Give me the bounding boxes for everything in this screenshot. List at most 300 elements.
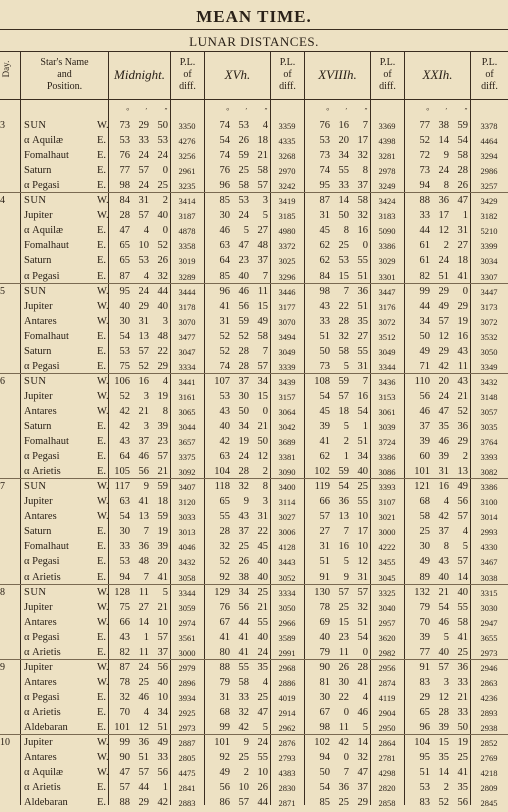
star-name: α Aquilæ xyxy=(24,135,64,147)
distance-value: 71 xyxy=(419,360,430,372)
distance-value: 30 xyxy=(238,390,249,402)
distance-value: 37 xyxy=(357,180,368,192)
proportional-log: 3439 xyxy=(278,376,296,387)
distance-value: 1 xyxy=(462,210,468,222)
distance-value: 61 xyxy=(419,240,430,252)
star-direction: W. xyxy=(97,285,109,297)
proportional-log: 3013 xyxy=(178,527,196,538)
distance-value: 87 xyxy=(119,661,130,673)
star-direction: W. xyxy=(97,661,109,673)
proportional-log: 2968 xyxy=(278,662,296,673)
distance-value: 25 xyxy=(338,797,349,809)
distance-value: 14 xyxy=(438,135,449,147)
distance-value: 58 xyxy=(357,195,368,207)
distance-value: 28 xyxy=(338,315,349,327)
proportional-log: 2991 xyxy=(278,647,296,658)
distance-value: 21 xyxy=(457,691,468,703)
distance-value: 80 xyxy=(219,646,230,658)
distance-value: 35 xyxy=(357,315,368,327)
distance-value: 42 xyxy=(338,737,349,749)
distance-value: 95 xyxy=(119,285,130,297)
proportional-log: 3182 xyxy=(480,211,498,222)
distance-value: 22 xyxy=(338,300,349,312)
distance-value: 1 xyxy=(162,782,168,794)
proportional-log: 2946 xyxy=(480,662,498,673)
distance-value: 132 xyxy=(414,586,430,598)
star-direction: W. xyxy=(97,375,109,387)
distance-value: 16 xyxy=(357,225,368,237)
distance-value: 77 xyxy=(419,646,430,658)
distance-value: 24 xyxy=(138,661,149,673)
proportional-log: 3019 xyxy=(178,256,196,267)
distance-value: 70 xyxy=(419,616,430,628)
distance-value: 25 xyxy=(338,601,349,613)
distance-value: 26 xyxy=(157,255,168,267)
distance-value: 64 xyxy=(219,255,230,267)
distance-value: 56 xyxy=(157,767,168,779)
proportional-log: 3064 xyxy=(278,406,296,417)
proportional-log: 3589 xyxy=(278,632,296,643)
distance-value: 117 xyxy=(114,481,130,493)
proportional-log: 3249 xyxy=(378,181,396,192)
star-direction: W. xyxy=(97,767,109,779)
distance-value: 58 xyxy=(419,511,430,523)
star-direction: E. xyxy=(97,571,107,583)
distance-value: 2 xyxy=(443,240,449,252)
unit-mark: ″ xyxy=(264,106,268,115)
distance-value: 55 xyxy=(238,661,249,673)
distance-value: 24 xyxy=(438,255,449,267)
distance-value: 4 xyxy=(443,496,449,508)
distance-value: 83 xyxy=(419,676,430,688)
star-direction: E. xyxy=(97,421,107,432)
distance-value: 74 xyxy=(219,360,230,372)
distance-value: 53 xyxy=(138,255,149,267)
distance-value: 50 xyxy=(319,767,330,779)
distance-value: 50 xyxy=(257,436,268,448)
table-row xyxy=(0,165,508,180)
distance-value: 68 xyxy=(419,496,430,508)
distance-value: 14 xyxy=(457,571,468,583)
proportional-log: 3350 xyxy=(178,121,196,131)
distance-value: 27 xyxy=(257,225,268,237)
distance-value: 0 xyxy=(262,405,268,417)
distance-value: 24 xyxy=(238,210,249,222)
star-name: Jupiter xyxy=(24,210,53,222)
star-name: Jupiter xyxy=(24,601,53,613)
distance-value: 34 xyxy=(238,421,249,432)
distance-value: 75 xyxy=(119,601,130,613)
distance-value: 30 xyxy=(338,676,349,688)
distance-value: 54 xyxy=(338,481,349,493)
distance-value: 21 xyxy=(438,586,449,598)
proportional-log: 2841 xyxy=(178,783,196,794)
proportional-log: 3072 xyxy=(378,316,396,327)
distance-value: 67 xyxy=(319,706,330,718)
distance-value: 47 xyxy=(257,706,268,718)
distance-value: 52 xyxy=(419,135,430,147)
distance-value: 28 xyxy=(238,345,249,357)
day-separator xyxy=(0,283,508,284)
title-rule xyxy=(0,29,508,30)
distance-value: 22 xyxy=(157,345,168,357)
unit-mark: ′ xyxy=(445,106,447,115)
distance-value: 40 xyxy=(157,676,168,688)
distance-value: 69 xyxy=(319,616,330,628)
distance-value: 16 xyxy=(357,390,368,402)
distance-value: 56 xyxy=(457,797,468,809)
distance-value: 27 xyxy=(319,526,330,538)
star-direction: W. xyxy=(97,405,109,417)
distance-value: 50 xyxy=(419,330,430,342)
table-row xyxy=(0,707,508,722)
day-number: 8 xyxy=(0,586,5,598)
distance-value: 30 xyxy=(119,315,130,327)
proportional-log: 3432 xyxy=(480,376,498,387)
proportional-log: 3114 xyxy=(278,497,296,508)
proportional-log: 3441 xyxy=(178,376,196,387)
star-name: SUN xyxy=(24,375,47,387)
distance-value: 79 xyxy=(219,676,230,688)
star-name: SUN xyxy=(24,120,47,131)
table-row xyxy=(0,331,508,346)
distance-value: 65 xyxy=(119,240,130,252)
distance-value: 54 xyxy=(319,782,330,794)
distance-value: 99 xyxy=(419,285,430,297)
distance-value: 13 xyxy=(338,511,349,523)
distance-value: 51 xyxy=(419,767,430,779)
distance-value: 49 xyxy=(219,767,230,779)
distance-value: 29 xyxy=(438,345,449,357)
distance-value: 121 xyxy=(414,481,430,493)
star-direction: E. xyxy=(97,722,107,733)
distance-value: 43 xyxy=(119,631,130,643)
distance-value: 31 xyxy=(319,210,330,222)
distance-value: 5 xyxy=(243,225,249,237)
table-row xyxy=(0,541,508,556)
proportional-log: 4119 xyxy=(378,692,396,703)
distance-value: 130 xyxy=(314,586,330,598)
proportional-log: 4475 xyxy=(178,768,196,779)
distance-value: 7 xyxy=(343,767,349,779)
distance-value: 32 xyxy=(219,541,230,553)
star-name: Fomalhaut xyxy=(24,150,69,162)
proportional-log: 3021 xyxy=(378,512,396,523)
distance-value: 27 xyxy=(357,330,368,342)
star-direction: E. xyxy=(97,240,107,252)
proportional-log: 3307 xyxy=(480,271,498,282)
distance-value: 55 xyxy=(457,601,468,613)
distance-value: 49 xyxy=(257,315,268,327)
star-name: Fomalhaut xyxy=(24,330,69,342)
star-direction: W. xyxy=(97,315,109,327)
distance-value: 52 xyxy=(438,797,449,809)
distance-value: 101 xyxy=(214,737,230,749)
distance-value: 14 xyxy=(138,616,149,628)
table-row xyxy=(0,135,508,150)
distance-value: 73 xyxy=(119,120,130,131)
distance-value: 27 xyxy=(138,601,149,613)
distance-value: 53 xyxy=(419,782,430,794)
distance-value: 28 xyxy=(219,526,230,538)
proportional-log: 3235 xyxy=(178,181,196,192)
distance-value: 40 xyxy=(238,270,249,282)
distance-value: 5 xyxy=(443,631,449,643)
proportional-log: 3424 xyxy=(378,196,396,207)
proportional-log: 3006 xyxy=(278,527,296,538)
distance-value: 16 xyxy=(438,481,449,493)
distance-value: 19 xyxy=(157,390,168,402)
distance-value: 23 xyxy=(238,255,249,267)
pl-column-header: P.L. of diff. xyxy=(279,57,296,92)
distance-value: 76 xyxy=(319,120,330,131)
proportional-log: 4298 xyxy=(378,768,396,779)
distance-value: 56 xyxy=(157,661,168,673)
table-row xyxy=(0,150,508,165)
proportional-log: 3477 xyxy=(178,331,196,342)
distance-value: 75 xyxy=(119,360,130,372)
distance-value: 8 xyxy=(362,165,368,177)
proportional-log: 3058 xyxy=(178,572,196,583)
distance-value: 29 xyxy=(419,691,430,703)
distance-value: 54 xyxy=(219,135,230,147)
proportional-log: 2982 xyxy=(378,647,396,658)
distance-value: 39 xyxy=(157,421,168,432)
proportional-log: 3100 xyxy=(480,497,498,508)
star-name: Antares xyxy=(24,511,57,523)
distance-value: 8 xyxy=(162,405,168,417)
distance-value: 46 xyxy=(219,225,230,237)
distance-value: 40 xyxy=(257,571,268,583)
pl-column-header: P.L. of diff. xyxy=(179,57,196,92)
table-row xyxy=(0,752,508,767)
proportional-log: 2858 xyxy=(378,798,396,809)
star-name: α Aquilæ xyxy=(24,767,64,779)
distance-value: 91 xyxy=(319,571,330,583)
star-name: Saturn xyxy=(24,255,52,267)
table-row xyxy=(0,526,508,541)
distance-value: 29 xyxy=(138,300,149,312)
table-row xyxy=(0,662,508,677)
distance-value: 57 xyxy=(257,180,268,192)
proportional-log: 2904 xyxy=(378,707,396,718)
distance-value: 4 xyxy=(262,676,268,688)
distance-value: 66 xyxy=(119,616,130,628)
distance-value: 60 xyxy=(419,451,430,463)
proportional-log: 3268 xyxy=(278,151,296,162)
distance-value: 33 xyxy=(138,135,149,147)
unit-mark: ′ xyxy=(145,106,147,115)
distance-value: 8 xyxy=(262,481,268,493)
distance-value: 18 xyxy=(257,135,268,147)
distance-value: 42 xyxy=(157,797,168,809)
distance-value: 42 xyxy=(238,722,249,733)
proportional-log: 3512 xyxy=(378,331,396,342)
distance-value: 95 xyxy=(319,180,330,192)
distance-value: 102 xyxy=(314,466,330,478)
proportional-log: 3281 xyxy=(378,151,396,162)
distance-value: 63 xyxy=(219,240,230,252)
distance-value: 33 xyxy=(319,315,330,327)
distance-value: 20 xyxy=(338,135,349,147)
table-row xyxy=(0,782,508,797)
star-name: Aldebaran xyxy=(24,797,68,809)
star-direction: W. xyxy=(97,511,109,523)
distance-value: 86 xyxy=(219,797,230,809)
distance-value: 55 xyxy=(219,511,230,523)
distance-value: 96 xyxy=(219,180,230,192)
distance-value: 53 xyxy=(219,390,230,402)
proportional-log: 2876 xyxy=(278,738,296,749)
star-direction: E. xyxy=(97,631,107,643)
distance-value: 46 xyxy=(419,405,430,417)
distance-value: 59 xyxy=(157,481,168,493)
distance-value: 43 xyxy=(319,300,330,312)
xviii-column-header: XVIIIh. xyxy=(318,67,357,82)
distance-value: 33 xyxy=(457,676,468,688)
day-number: 7 xyxy=(0,481,5,493)
distance-value: 32 xyxy=(157,270,168,282)
distance-value: 35 xyxy=(257,661,268,673)
distance-value: 52 xyxy=(238,330,249,342)
distance-value: 59 xyxy=(238,315,249,327)
proportional-log: 3399 xyxy=(480,241,498,252)
proportional-log: 2966 xyxy=(278,617,296,628)
distance-value: 17 xyxy=(357,135,368,147)
distance-value: 35 xyxy=(457,782,468,794)
distance-value: 25 xyxy=(238,541,249,553)
star-direction: W. xyxy=(97,390,109,402)
proportional-log: 3014 xyxy=(480,512,498,523)
distance-value: 7 xyxy=(262,345,268,357)
proportional-log: 3183 xyxy=(378,211,396,222)
distance-value: 9 xyxy=(343,571,349,583)
distance-value: 7 xyxy=(262,270,268,282)
distance-value: 98 xyxy=(119,180,130,192)
distance-value: 28 xyxy=(357,661,368,673)
proportional-log: 3446 xyxy=(278,286,296,297)
distance-value: 57 xyxy=(238,797,249,809)
distance-value: 87 xyxy=(319,195,330,207)
distance-value: 54 xyxy=(319,390,330,402)
distance-value: 7 xyxy=(143,571,149,583)
day-column-header: Day. xyxy=(1,60,11,78)
distance-value: 46 xyxy=(238,285,249,297)
table-row xyxy=(0,511,508,526)
distance-value: 49 xyxy=(157,737,168,749)
proportional-log: 2950 xyxy=(378,723,396,733)
proportional-log: 3040 xyxy=(378,602,396,613)
distance-value: 31 xyxy=(219,315,230,327)
pl-column-header: P.L. of diff. xyxy=(379,57,396,92)
distance-value: 42 xyxy=(438,511,449,523)
proportional-log: 3052 xyxy=(278,572,296,583)
proportional-log: 3339 xyxy=(278,361,296,372)
table-row xyxy=(0,556,508,571)
star-name: α Pegasi xyxy=(24,556,60,568)
distance-value: 32 xyxy=(119,691,130,703)
distance-value: 4 xyxy=(143,270,149,282)
star-name: Saturn xyxy=(24,421,52,432)
distance-value: 16 xyxy=(338,120,349,131)
distance-value: 51 xyxy=(357,300,368,312)
proportional-log: 3349 xyxy=(480,361,498,372)
distance-value: 15 xyxy=(438,737,449,749)
unit-mark: ′ xyxy=(245,106,247,115)
distance-value: 50 xyxy=(319,345,330,357)
distance-value: 22 xyxy=(257,526,268,538)
proportional-log: 3042 xyxy=(278,422,296,432)
proportional-log: 5210 xyxy=(480,226,498,237)
proportional-log: 4276 xyxy=(178,136,196,147)
proportional-log: 3334 xyxy=(278,587,296,598)
proportional-log: 2883 xyxy=(178,798,196,809)
proportional-log: 3561 xyxy=(178,632,196,643)
day-number: 9 xyxy=(0,661,5,673)
distance-value: 28 xyxy=(238,466,249,478)
proportional-log: 2793 xyxy=(278,753,296,764)
distance-value: 88 xyxy=(119,797,130,809)
proportional-log: 3414 xyxy=(178,196,196,207)
unit-mark: ″ xyxy=(364,106,368,115)
proportional-log: 2874 xyxy=(378,677,396,688)
table-row xyxy=(0,255,508,270)
distance-value: 76 xyxy=(219,165,230,177)
distance-value: 77 xyxy=(419,120,430,131)
distance-value: 37 xyxy=(238,526,249,538)
star-name: Jupiter xyxy=(24,661,53,673)
star-direction: E. xyxy=(97,150,107,162)
proportional-log: 3061 xyxy=(378,406,396,417)
distance-value: 5 xyxy=(362,722,368,733)
star-name: Fomalhaut xyxy=(24,240,69,252)
distance-value: 4 xyxy=(143,706,149,718)
distance-value: 25 xyxy=(457,752,468,764)
distance-value: 57 xyxy=(338,390,349,402)
distance-value: 5 xyxy=(162,586,168,598)
proportional-log: 3086 xyxy=(378,467,396,478)
star-direction: W. xyxy=(97,496,109,508)
distance-value: 44 xyxy=(419,225,430,237)
distance-value: 3 xyxy=(143,390,149,402)
distance-value: 74 xyxy=(319,165,330,177)
distance-value: 9 xyxy=(243,496,249,508)
distance-value: 108 xyxy=(314,375,330,387)
distance-value: 20 xyxy=(438,375,449,387)
distance-value: 11 xyxy=(138,586,149,598)
distance-value: 7 xyxy=(343,526,349,538)
distance-value: 52 xyxy=(219,345,230,357)
distance-value: 24 xyxy=(138,180,149,192)
table-row xyxy=(0,406,508,421)
proportional-log: 2805 xyxy=(178,753,196,764)
star-direction: E. xyxy=(97,165,107,177)
distance-value: 49 xyxy=(438,300,449,312)
proportional-log: 4218 xyxy=(480,768,498,779)
table-row xyxy=(0,737,508,752)
distance-value: 31 xyxy=(357,360,368,372)
proportional-log: 2974 xyxy=(178,617,196,628)
distance-value: 51 xyxy=(319,556,330,568)
distance-value: 39 xyxy=(419,436,430,448)
distance-value: 92 xyxy=(219,752,230,764)
distance-value: 19 xyxy=(157,526,168,538)
distance-value: 57 xyxy=(138,165,149,177)
distance-value: 42 xyxy=(438,360,449,372)
unit-mark: ° xyxy=(326,106,329,115)
distance-value: 76 xyxy=(119,150,130,162)
distance-value: 70 xyxy=(119,706,130,718)
